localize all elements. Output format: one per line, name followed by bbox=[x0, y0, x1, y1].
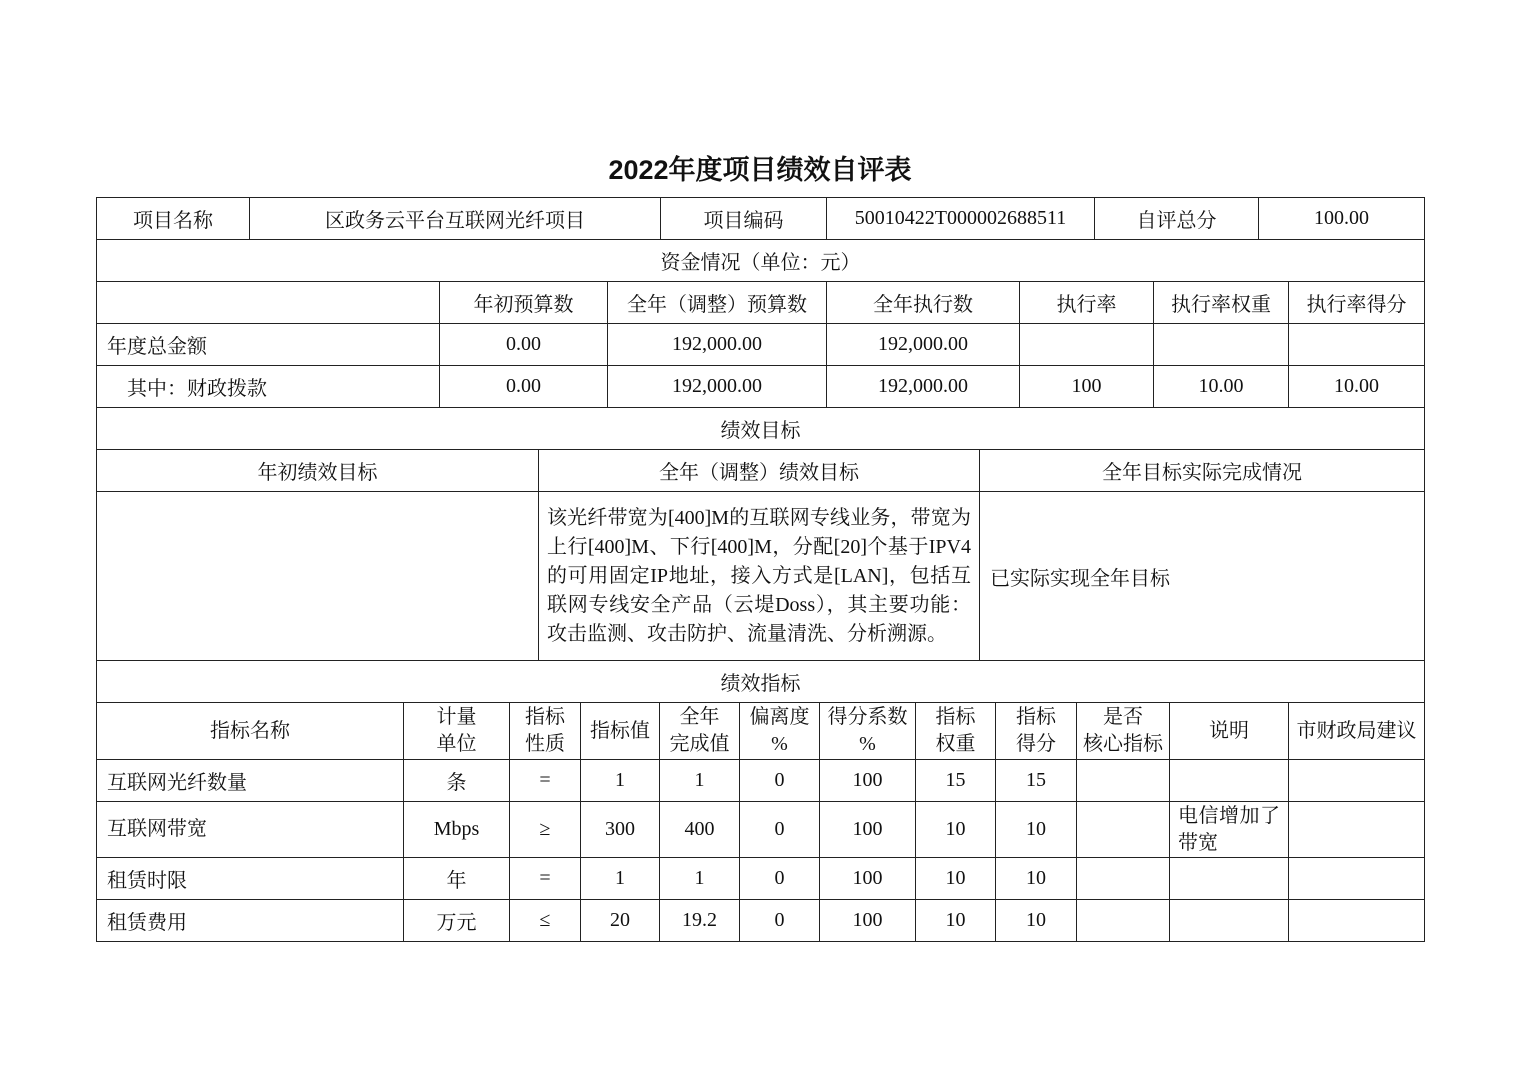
column-header: 指标 性质 bbox=[510, 703, 581, 760]
column-header: 全年执行数 bbox=[827, 282, 1020, 324]
funds-cell: 192,000.00 bbox=[827, 324, 1020, 366]
label: 项目编码 bbox=[661, 198, 827, 240]
indicator-cell: 1 bbox=[660, 858, 740, 900]
indicator-cell: 万元 bbox=[404, 900, 510, 942]
funds-cell: 192,000.00 bbox=[608, 324, 827, 366]
column-header: 偏离度 % bbox=[740, 703, 820, 760]
column-header: 执行率得分 bbox=[1289, 282, 1425, 324]
indicator-cell bbox=[1289, 900, 1425, 942]
column-header: 全年（调整）绩效目标 bbox=[539, 450, 980, 492]
indicator-cell: 20 bbox=[581, 900, 660, 942]
column-header: 说明 bbox=[1170, 703, 1289, 760]
indicator-cell bbox=[1077, 858, 1170, 900]
funds-cell bbox=[1020, 324, 1154, 366]
indicator-cell: Mbps bbox=[404, 802, 510, 858]
indicator-cell: 100 bbox=[820, 760, 916, 802]
indicator-cell: 年 bbox=[404, 858, 510, 900]
indicator-cell: ≥ bbox=[510, 802, 581, 858]
indicator-cell: 15 bbox=[916, 760, 996, 802]
column-header: 年初预算数 bbox=[440, 282, 608, 324]
indicator-cell bbox=[1289, 802, 1425, 858]
indicator-cell: 0 bbox=[740, 802, 820, 858]
indicator-cell: 10 bbox=[916, 802, 996, 858]
indicator-cell: 10 bbox=[996, 900, 1077, 942]
funds-cell: 10.00 bbox=[1289, 366, 1425, 408]
section-heading: 绩效目标 bbox=[97, 408, 1425, 450]
funds-cell: 0.00 bbox=[440, 324, 608, 366]
evaluation-form bbox=[96, 198, 1424, 942]
column-header bbox=[97, 282, 440, 324]
indicator-cell: 电信增加了带宽 bbox=[1170, 802, 1289, 858]
project-name: 区政务云平台互联网光纤项目 bbox=[250, 198, 661, 240]
column-header: 全年（调整）预算数 bbox=[608, 282, 827, 324]
indicator-cell: 1 bbox=[660, 760, 740, 802]
actual-completion: 已实际实现全年目标 bbox=[980, 492, 1425, 661]
indicator-cell: 0 bbox=[740, 760, 820, 802]
indicator-name: 互联网带宽 bbox=[97, 802, 404, 858]
label: 项目名称 bbox=[97, 198, 250, 240]
indicator-cell: 0 bbox=[740, 900, 820, 942]
column-header: 年初绩效目标 bbox=[97, 450, 539, 492]
column-header: 指标 得分 bbox=[996, 703, 1077, 760]
table-row bbox=[97, 900, 1425, 942]
label: 自评总分 bbox=[1095, 198, 1259, 240]
indicator-cell: 100 bbox=[820, 858, 916, 900]
funds-cell: 100 bbox=[1020, 366, 1154, 408]
funds-cell: 10.00 bbox=[1154, 366, 1289, 408]
funds-cell: 192,000.00 bbox=[608, 366, 827, 408]
indicator-cell: 19.2 bbox=[660, 900, 740, 942]
indicator-cell bbox=[1170, 760, 1289, 802]
column-header: 全年 完成值 bbox=[660, 703, 740, 760]
table-row bbox=[97, 802, 1425, 858]
funds-cell: 0.00 bbox=[440, 366, 608, 408]
column-header: 全年目标实际完成情况 bbox=[980, 450, 1425, 492]
section-heading: 绩效指标 bbox=[97, 661, 1425, 703]
funds-table bbox=[96, 281, 1425, 408]
indicator-cell: 0 bbox=[740, 858, 820, 900]
indicator-cell: 15 bbox=[996, 760, 1077, 802]
column-header: 执行率 bbox=[1020, 282, 1154, 324]
indicator-cell: 100 bbox=[820, 802, 916, 858]
section-heading: 资金情况（单位：元） bbox=[97, 240, 1425, 282]
column-header: 得分系数 % bbox=[820, 703, 916, 760]
table-row bbox=[97, 858, 1425, 900]
indicator-name: 租赁时限 bbox=[97, 858, 404, 900]
indicator-cell: 400 bbox=[660, 802, 740, 858]
indicator-cell bbox=[1077, 802, 1170, 858]
indicator-cell: 条 bbox=[404, 760, 510, 802]
adjusted-goal: 该光纤带宽为[400]M的互联网专线业务，带宽为上行[400]M、下行[400]M，分配[20]个基于IPV4的可用固定IP地址，接入方式是[LAN]，包括互联网专线安全产品（云堤Doss），其主要功能：攻击监测、攻击防护、流量清洗、分析溯源。 bbox=[539, 492, 980, 661]
total-score: 100.00 bbox=[1259, 198, 1425, 240]
indicator-name: 互联网光纤数量 bbox=[97, 760, 404, 802]
indicator-cell: 10 bbox=[916, 900, 996, 942]
column-header: 指标 权重 bbox=[916, 703, 996, 760]
indicator-cell: 10 bbox=[916, 858, 996, 900]
indicator-cell bbox=[1170, 900, 1289, 942]
funds-cell: 192,000.00 bbox=[827, 366, 1020, 408]
indicator-name: 租赁费用 bbox=[97, 900, 404, 942]
indicator-cell: 1 bbox=[581, 858, 660, 900]
indicator-cell bbox=[1170, 858, 1289, 900]
indicator-cell bbox=[1077, 760, 1170, 802]
indicator-cell: 100 bbox=[820, 900, 916, 942]
indicator-cell: 10 bbox=[996, 802, 1077, 858]
column-header: 是否 核心指标 bbox=[1077, 703, 1170, 760]
indicator-cell bbox=[1289, 858, 1425, 900]
indicator-cell: = bbox=[510, 858, 581, 900]
project-info-table bbox=[96, 197, 1425, 282]
funds-cell bbox=[1154, 324, 1289, 366]
row-label: 其中：财政拨款 bbox=[97, 366, 440, 408]
indicator-cell: 1 bbox=[581, 760, 660, 802]
indicator-cell: 10 bbox=[996, 858, 1077, 900]
table-row bbox=[97, 760, 1425, 802]
indicator-cell: = bbox=[510, 760, 581, 802]
column-header: 执行率权重 bbox=[1154, 282, 1289, 324]
row-label: 年度总金额 bbox=[97, 324, 440, 366]
funds-cell bbox=[1289, 324, 1425, 366]
indicator-cell: ≤ bbox=[510, 900, 581, 942]
goals-table bbox=[96, 407, 1425, 703]
initial-goal bbox=[97, 492, 539, 661]
project-code: 50010422T000002688511 bbox=[827, 198, 1095, 240]
column-header: 计量 单位 bbox=[404, 703, 510, 760]
indicator-cell: 300 bbox=[581, 802, 660, 858]
indicator-cell bbox=[1077, 900, 1170, 942]
column-header: 指标名称 bbox=[97, 703, 404, 760]
indicator-cell bbox=[1289, 760, 1425, 802]
column-header: 指标值 bbox=[581, 703, 660, 760]
column-header: 市财政局建议 bbox=[1289, 703, 1425, 760]
page-title: 2022年度项目绩效自评表 bbox=[608, 155, 912, 185]
indicators-table bbox=[96, 702, 1425, 942]
